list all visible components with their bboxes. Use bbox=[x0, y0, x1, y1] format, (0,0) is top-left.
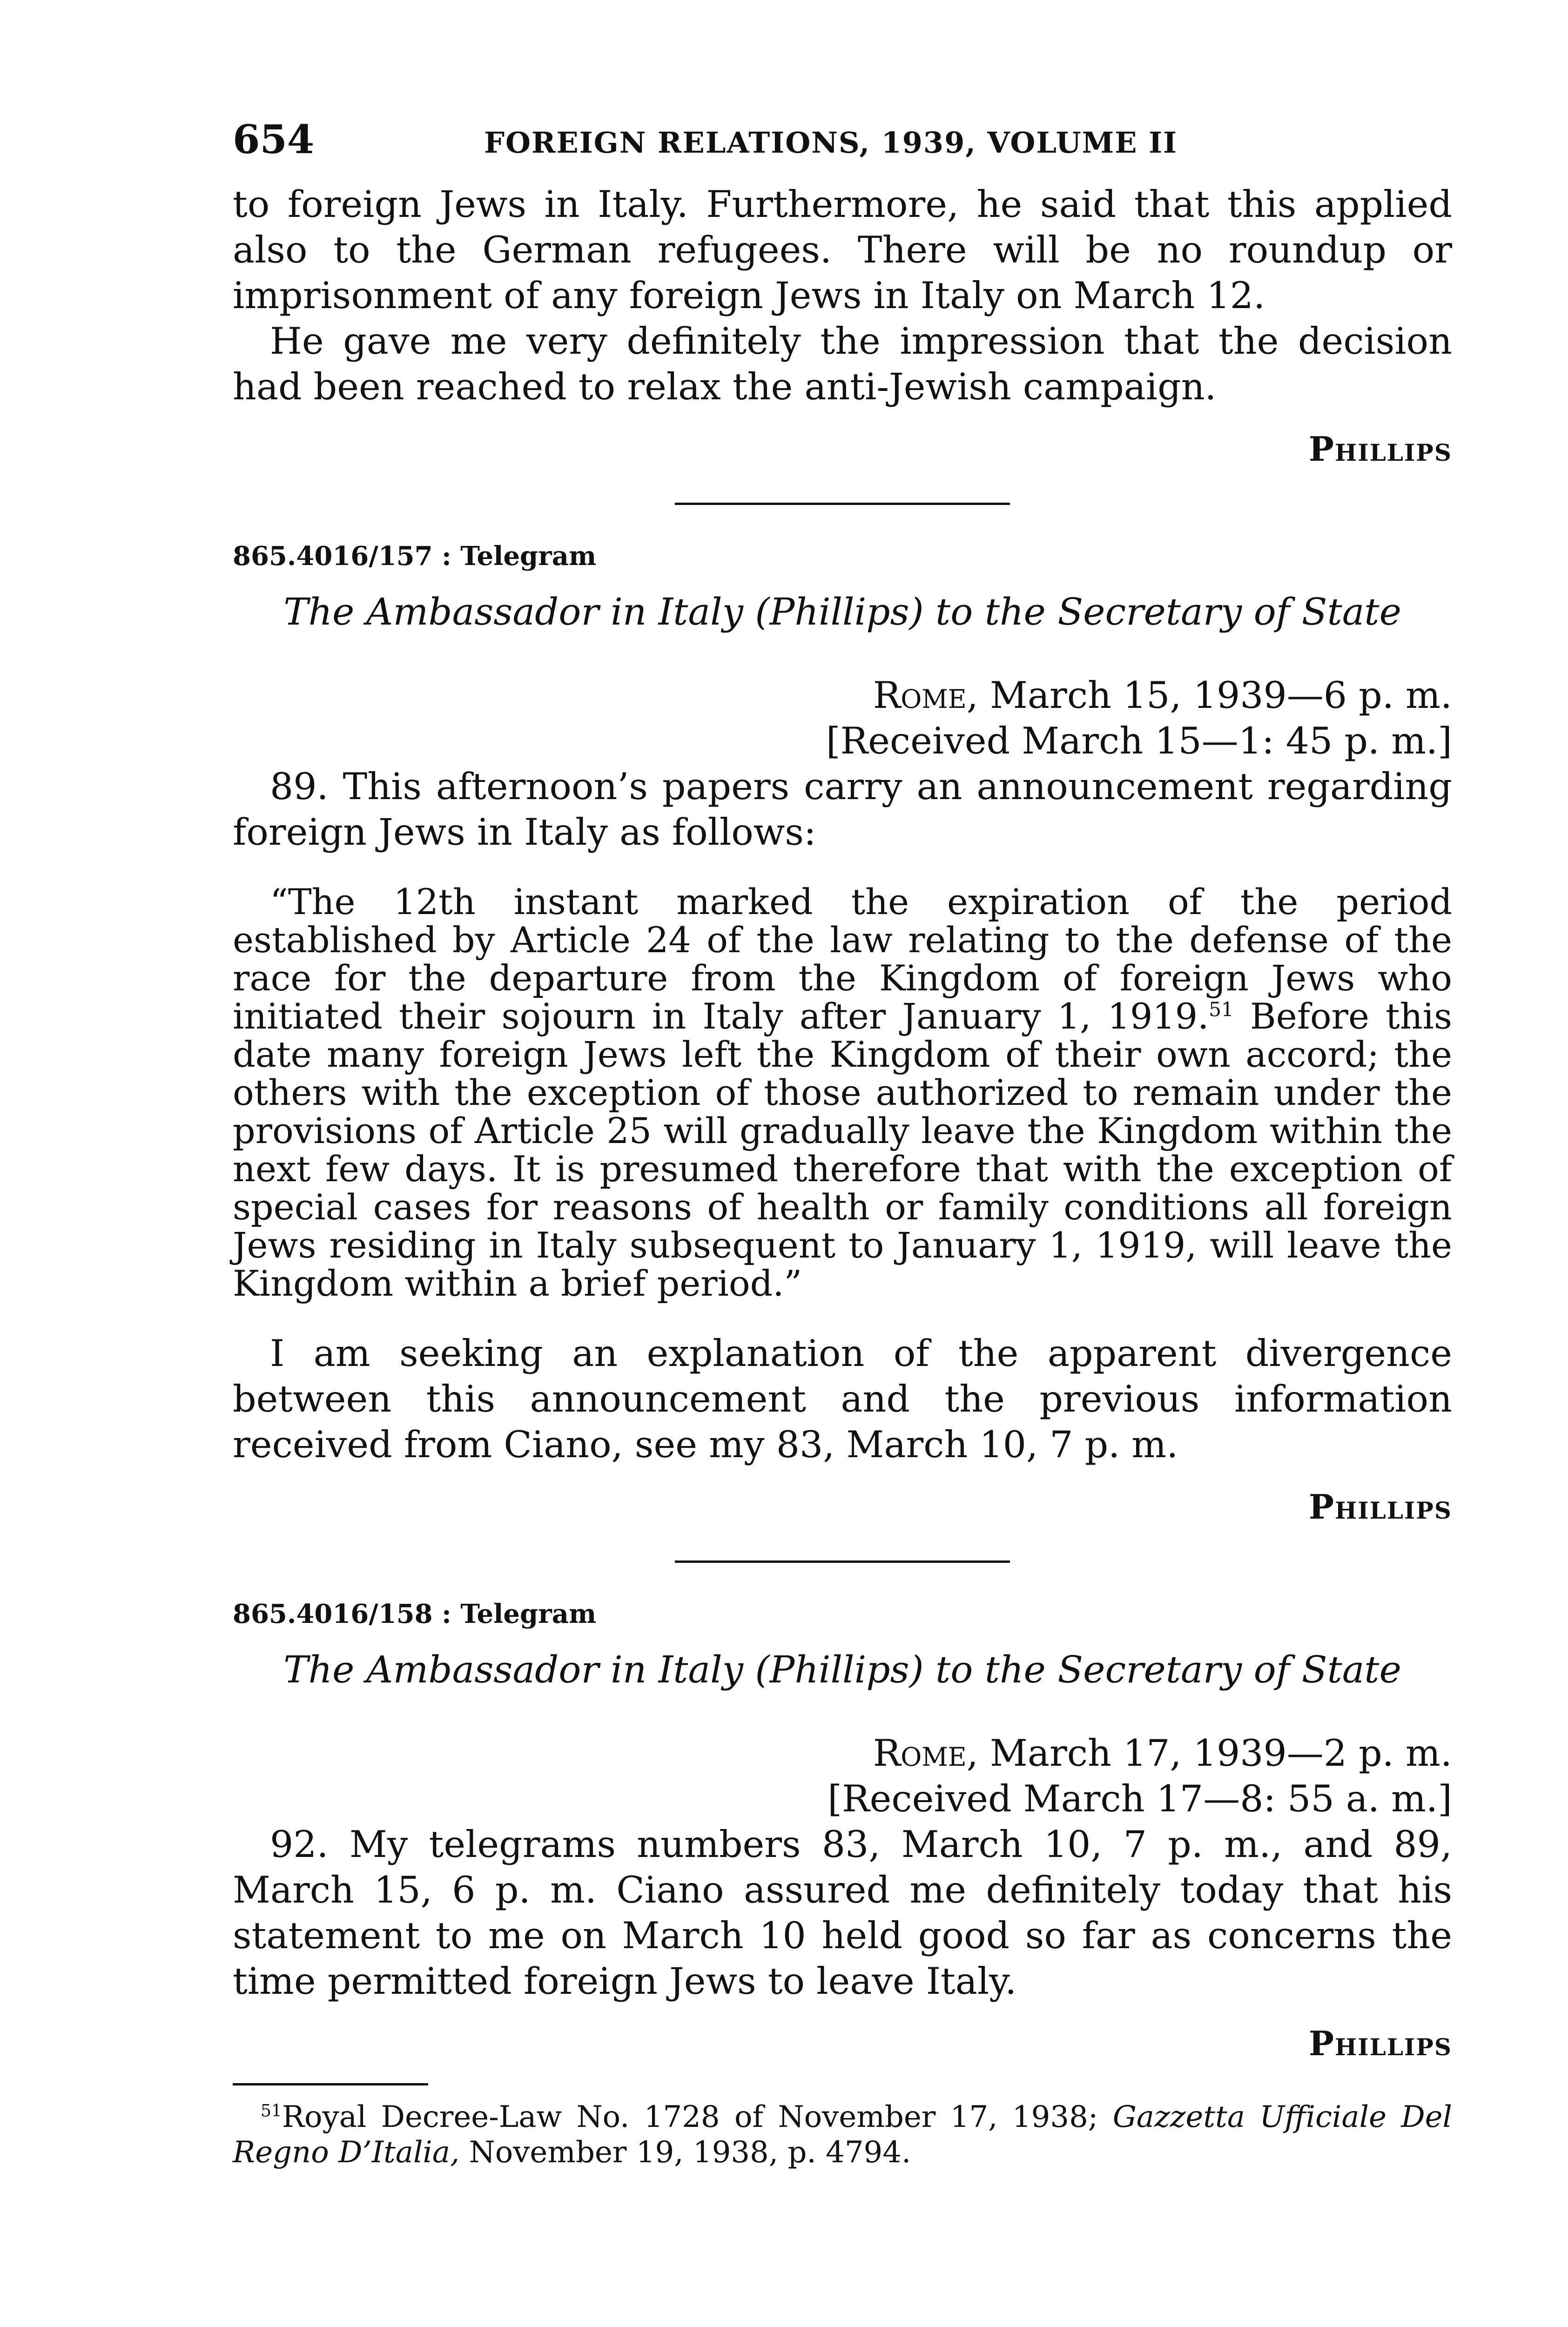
dateline-place: Rome, bbox=[873, 674, 978, 717]
file-reference-157: 865.4016/157 : Telegram bbox=[233, 541, 597, 572]
explanation-paragraph: I am seeking an explanation of the apparent divergence between this announcement and the previous information received from Ciano, see my 83, March 10, 7 p. m. bbox=[233, 1332, 1452, 1466]
document-title-2: The Ambassador in Italy (Phillips) to the Secretary of State bbox=[283, 1648, 1401, 1691]
file-reference-158: 865.4016/158 : Telegram bbox=[233, 1599, 597, 1629]
quoted-announcement bbox=[233, 883, 1452, 1303]
section-divider-1 bbox=[675, 503, 1010, 505]
document-title-1: The Ambassador in Italy (Phillips) to the Secretary of State bbox=[283, 590, 1401, 633]
dateline-place-2: Rome, bbox=[873, 1732, 978, 1775]
telegram-92-paragraph: 92. My telegrams numbers 83, March 10, 7 p. m., and 89, March 15, 6 p. m. Ciano assured me definitely today that his statement to me on March 10 held good so far as concerns the time permitted foreign Jews to leave Italy. bbox=[233, 1823, 1452, 2003]
received-line-1: [Received March 15—1: 45 p. m.] bbox=[826, 720, 1452, 762]
footnote-51 bbox=[233, 2099, 1452, 2170]
quote-text-part-2: Before this date many foreign Jews left the Kingdom of their own accord; the others with the exception of those authorized to remain under the provisions of Article 25 will gradually leave the Kingdom within the next few days. It is presumed therefore that with the exception of special cases for reasons of health or family conditions all foreign Jews residing in Italy subsequent to January 1, 1919, will leave the Kingdom within a brief period.” bbox=[233, 995, 1452, 1304]
footnote-divider bbox=[233, 2083, 428, 2085]
signature-phillips-1: Phillips bbox=[1308, 429, 1452, 469]
received-line-2: [Received March 17—8: 55 a. m.] bbox=[828, 1777, 1452, 1820]
section-divider-2 bbox=[675, 1560, 1010, 1563]
quote-text-part-1: “The 12th instant marked the expiration of the period established by Article 24 of the law relating to the defense of the race for the departure from the Kingdom of foreign Jews who initiated their sojourn in Italy after January 1, 1919. bbox=[233, 881, 1452, 1037]
continuation-paragraph-2: He gave me very definitely the impression that the decision had been reached to relax the anti-Jewish campaign. bbox=[233, 320, 1452, 408]
footnote-reference-51: 51 bbox=[1209, 998, 1234, 1021]
running-title: FOREIGN RELATIONS, 1939, VOLUME II bbox=[484, 126, 1178, 160]
dateline-date: March 15, 1939—6 p. m. bbox=[978, 674, 1452, 717]
footnote-marker: 51 bbox=[261, 2101, 282, 2121]
signature-phillips-3: Phillips bbox=[1308, 2024, 1452, 2063]
continuation-paragraph-1: to foreign Jews in Italy. Furthermore, he said that this applied also to the German refugees. There will be no roundup or imprisonment of any foreign Jews in Italy on March 12. bbox=[233, 183, 1452, 317]
footnote-text-2: November 19, 1938, p. 4794. bbox=[459, 2135, 911, 2170]
dateline-1 bbox=[233, 673, 1452, 718]
footnote-text-1: Royal Decree-Law No. 1728 of November 17, 1938; bbox=[282, 2100, 1113, 2134]
document-page bbox=[233, 116, 1452, 2170]
dateline-date-2: March 17, 1939—2 p. m. bbox=[978, 1732, 1452, 1775]
dateline-2 bbox=[233, 1730, 1452, 1776]
footnote-publication: Gazzetta Ufficiale Del Regno D’Italia, bbox=[233, 2100, 1453, 2170]
page-number: 654 bbox=[233, 116, 315, 162]
telegram-89-paragraph: 89. This afternoon’s papers carry an announcement regarding foreign Jews in Italy as follows: bbox=[233, 765, 1452, 854]
signature-phillips-2: Phillips bbox=[1308, 1487, 1452, 1527]
page-header bbox=[233, 116, 1452, 182]
